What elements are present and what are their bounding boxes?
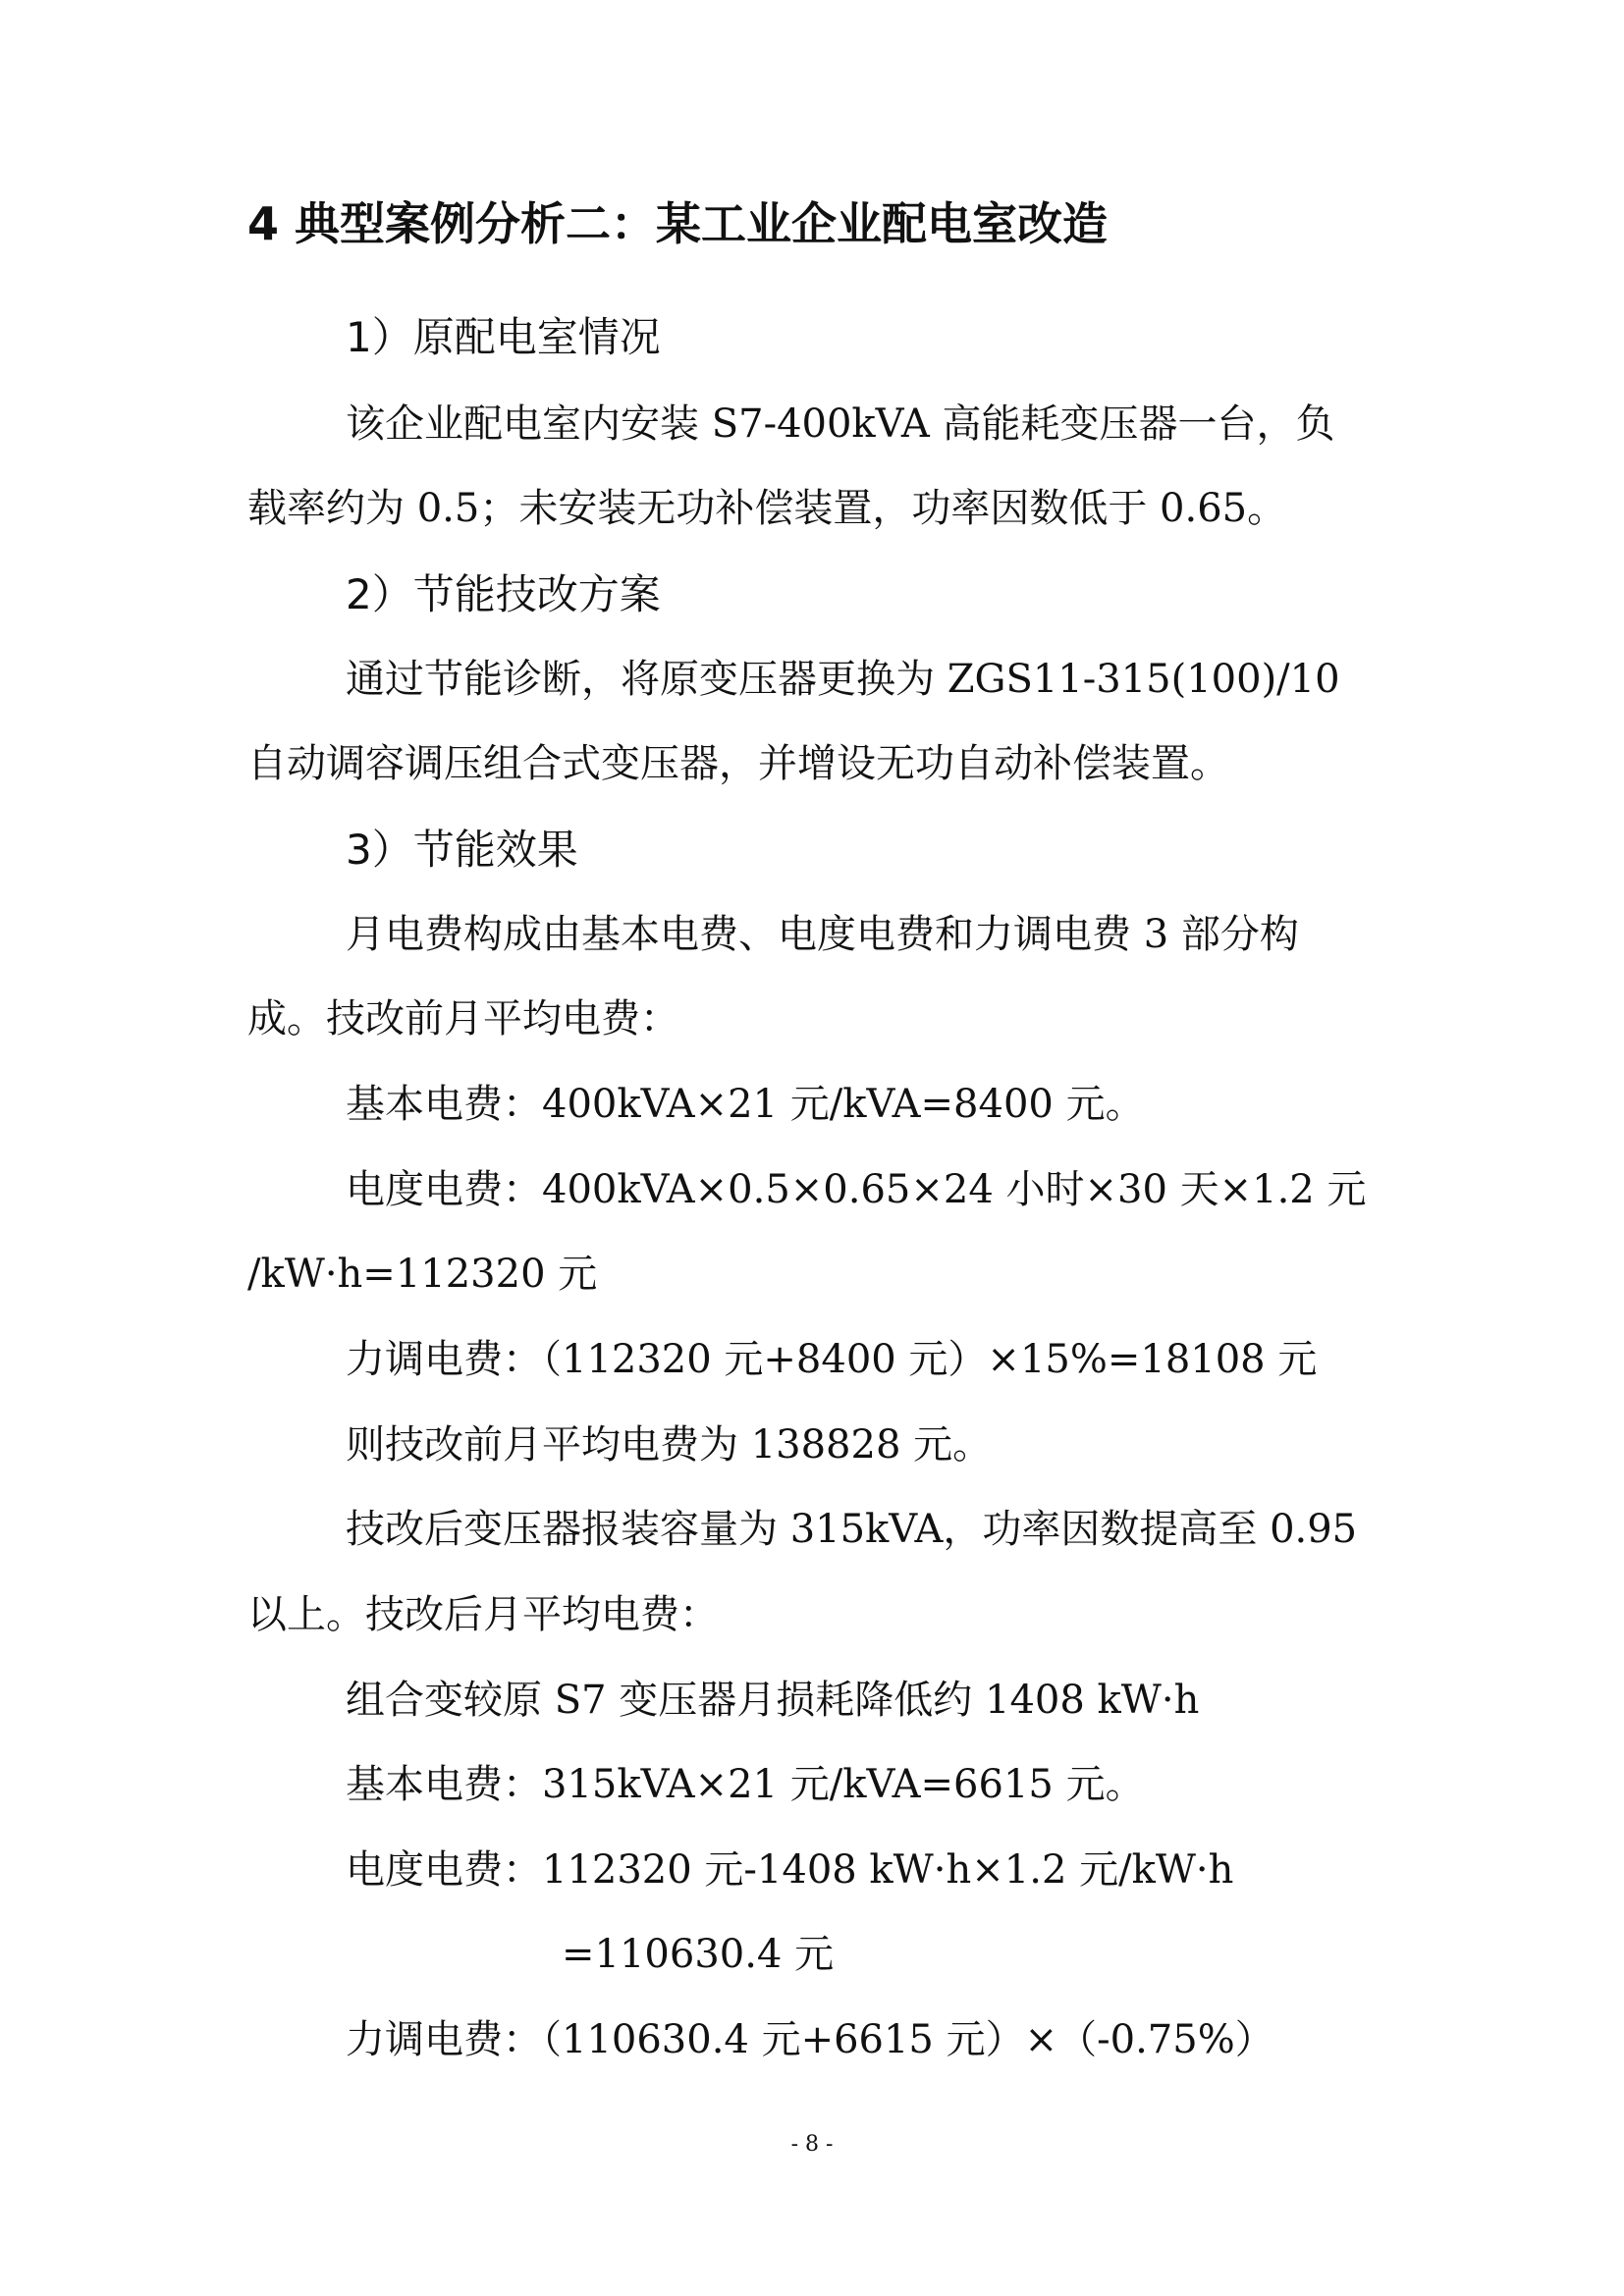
paragraph-line: 月电费构成由基本电费、电度电费和力调电费 3 部分构: [346, 912, 1299, 957]
calculation-line: 则技改前月平均电费为 138828 元。: [346, 1422, 993, 1468]
calculation-line: 电度电费：400kVA×0.5×0.65×24 小时×30 天×1.2 元: [346, 1167, 1367, 1212]
calculation-line: 力调电费：（112320 元+8400 元）×15%=18108 元: [346, 1337, 1318, 1382]
section-title: 4 典型案例分析二：某工业企业配电室改造: [247, 197, 1109, 250]
paragraph-line: 自动调容调压组合式变压器，并增设无功自动补偿装置。: [247, 741, 1229, 786]
paragraph-line: 该企业配电室内安装 S7-400kVA 高能耗变压器一台，负: [346, 401, 1335, 447]
page-number: - 8 -: [790, 2132, 834, 2157]
calculation-line: 电度电费：112320 元-1408 kW·h×1.2 元/kW·h: [346, 1847, 1234, 1893]
calculation-line: /kW·h=112320 元: [247, 1252, 598, 1297]
calculation-line: 基本电费：315kVA×21 元/kVA=6615 元。: [346, 1762, 1145, 1807]
calculation-line: =110630.4 元: [562, 1932, 835, 1977]
calculation-line: 组合变较原 S7 变压器月损耗降低约 1408 kW·h: [346, 1678, 1200, 1723]
paragraph-line: 成。技改前月平均电费：: [247, 996, 679, 1041]
paragraph-line: 通过节能诊断，将原变压器更换为 ZGS11-315(100)/10: [346, 657, 1340, 702]
paragraph-line: 载率约为 0.5；未安装无功补偿装置，功率因数低于 0.65。: [247, 486, 1287, 531]
subheading-retrofit-plan: 2）节能技改方案: [346, 570, 661, 618]
paragraph-line: 技改后变压器报装容量为 315kVA，功率因数提高至 0.95: [346, 1507, 1358, 1552]
paragraph-line: 以上。技改后月平均电费：: [247, 1592, 719, 1637]
subheading-original-room: 1）原配电室情况: [346, 313, 661, 361]
calculation-line: 基本电费：400kVA×21 元/kVA=8400 元。: [346, 1082, 1145, 1127]
subheading-energy-effect: 3）节能效果: [346, 826, 578, 874]
calculation-line: 力调电费：（110630.4 元+6615 元）×（-0.75%）: [346, 2017, 1274, 2062]
